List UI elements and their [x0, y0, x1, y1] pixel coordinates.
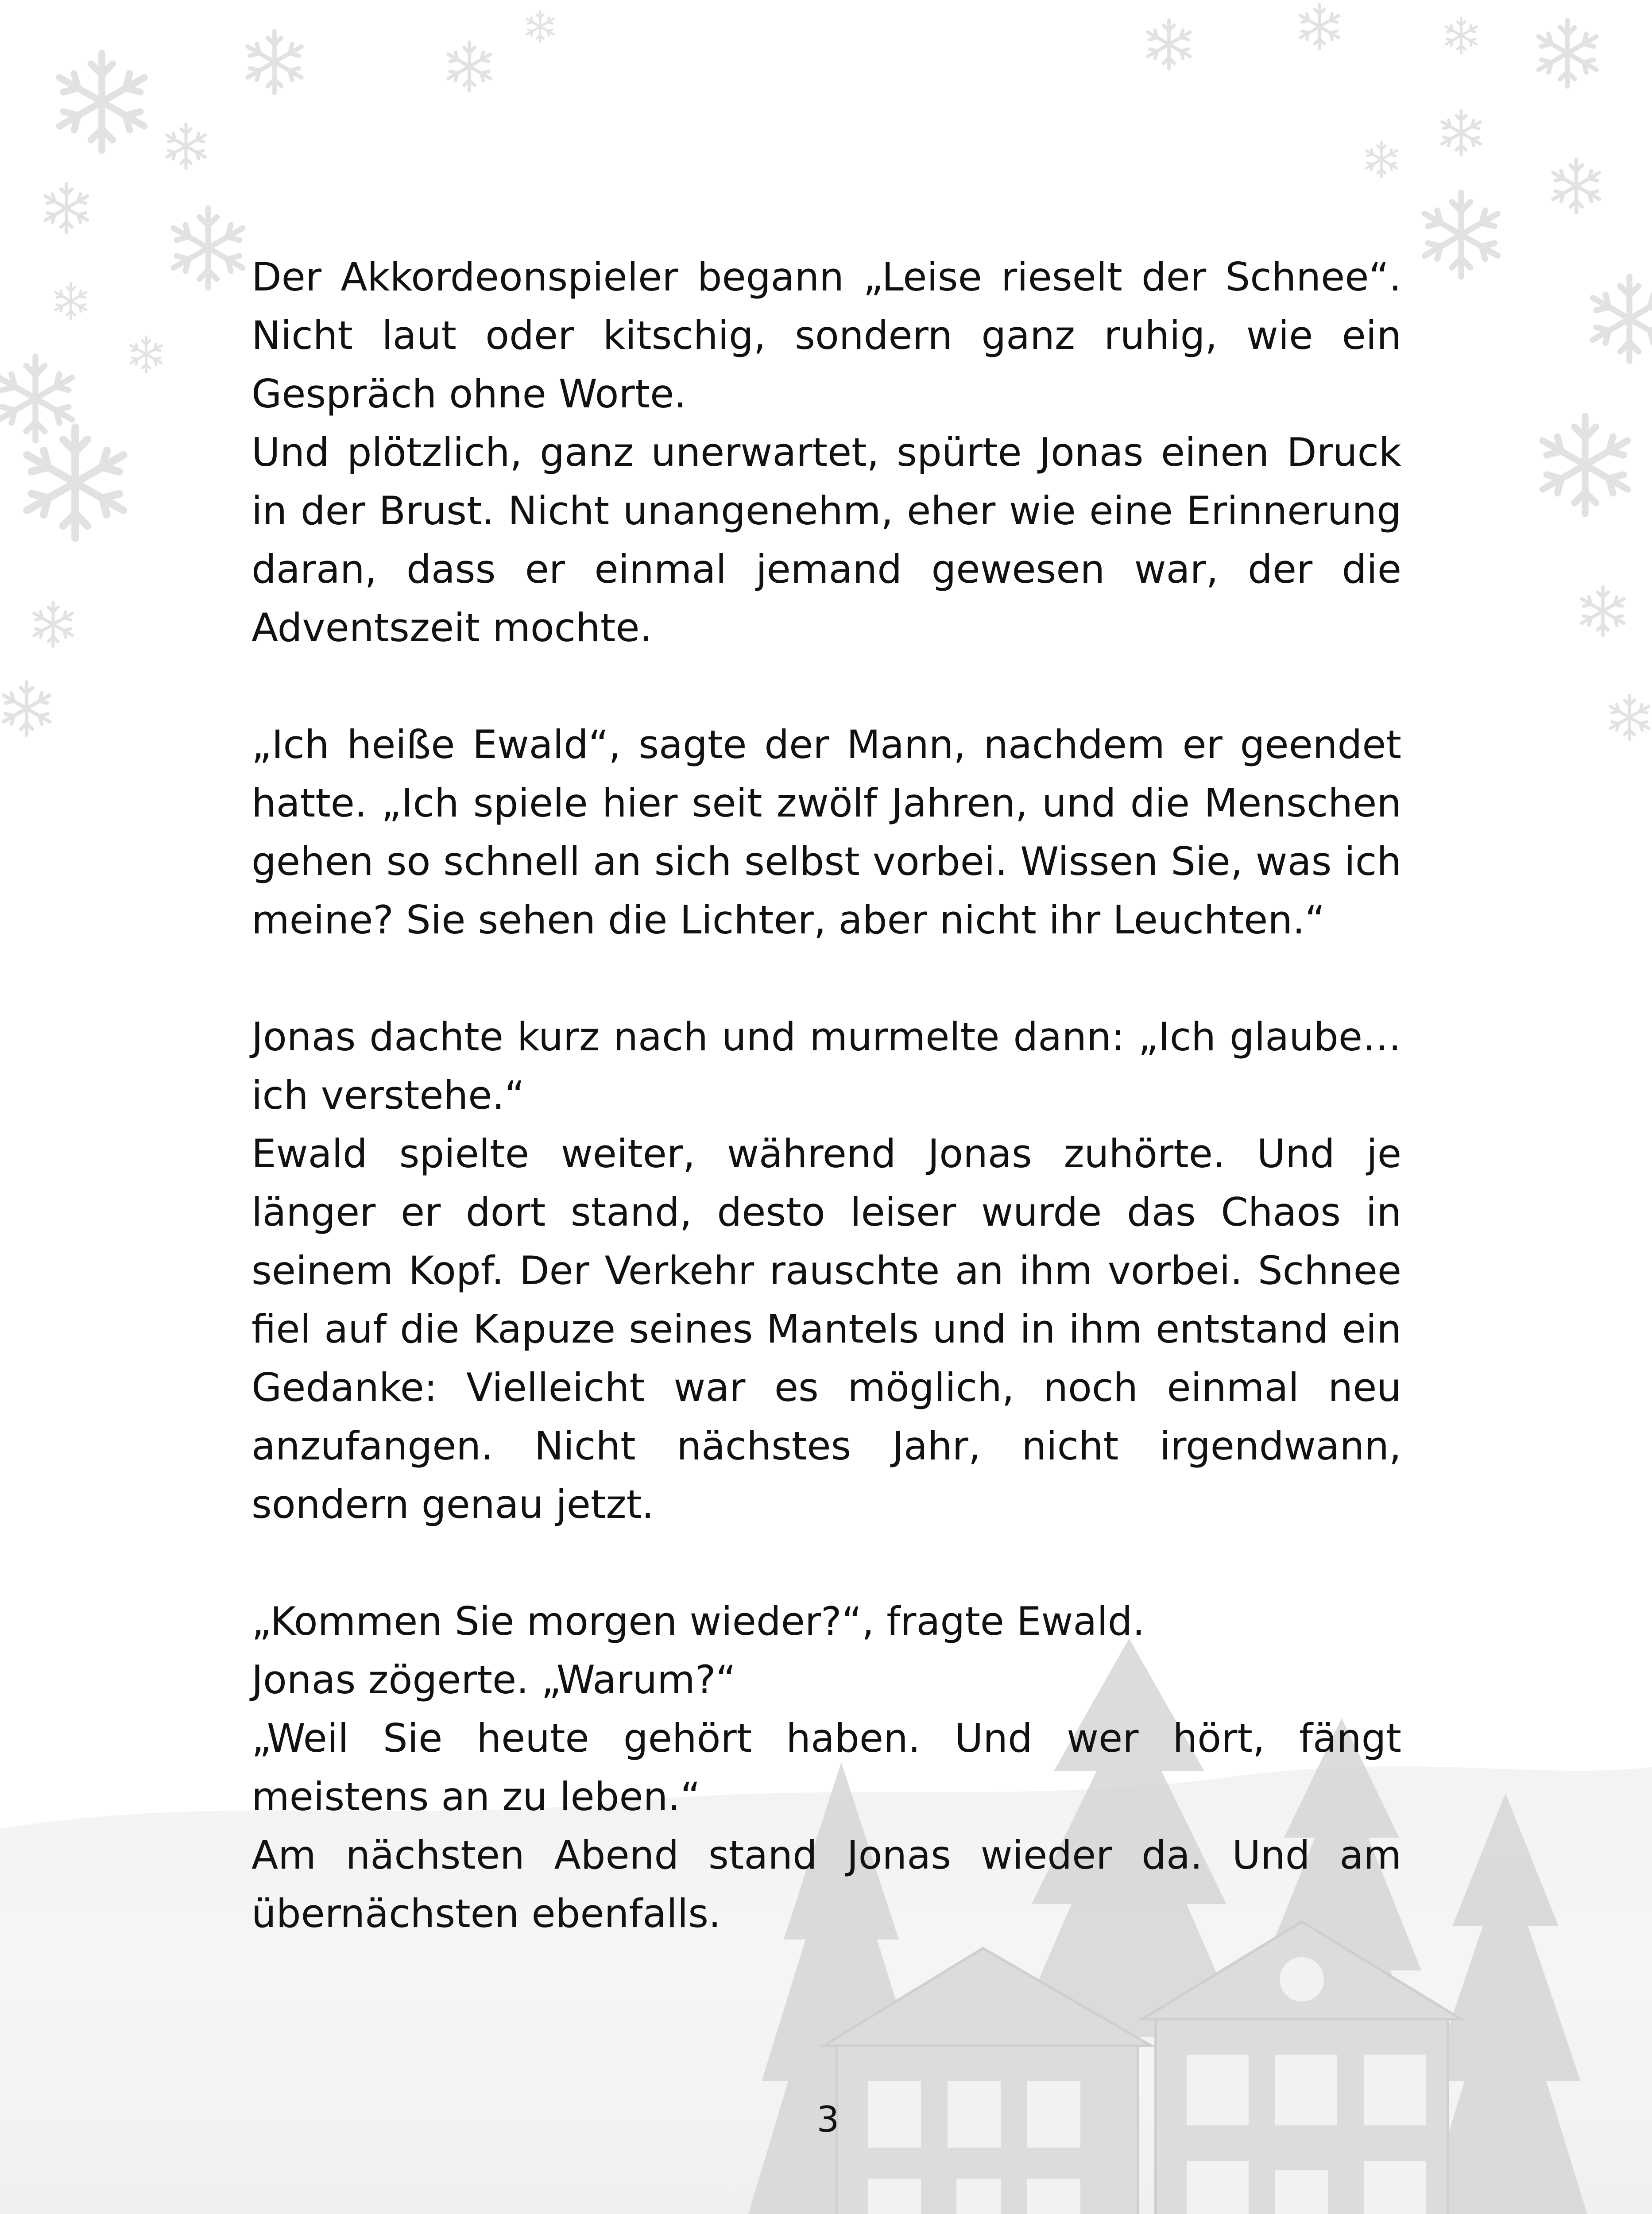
page-number: 3: [816, 2099, 840, 2140]
paragraph: Und plötzlich, ganz unerwartet, spürte Jonas einen Druck in der Brust. Nicht unangenehm, eher wie eine Erinnerung daran, dass er einmal jemand gewesen war, der die Adventszeit mochte.: [251, 430, 1401, 650]
paragraph: Ewald spielte weiter, während Jonas zuhörte. Und je länger er dort stand, desto leiser wurde das Chaos in seinem Kopf. Der Verkehr rauschte an ihm vorbei. Schnee fiel auf die Kapuze seines Mantels und in ihm entstand ein Gedanke: Vielleicht war es möglich, noch einmal neu anzufangen. Nicht nächstes Jahr, nicht irgendwann, sondern genau jetzt.: [251, 1131, 1401, 1527]
paragraph: Der Akkordeonspieler begann „Leise rieselt der Schnee“. Nicht laut oder kitschig, sondern ganz ruhig, wie ein Gespräch ohne Worte.: [251, 254, 1401, 417]
paragraph: „Ich heiße Ewald“, sagte der Mann, nachdem er geendet hatte. „Ich spiele hier seit zwölf Jahren, und die Menschen gehen so schnell an sich selbst vorbei. Wissen Sie, was ich meine? Sie sehen die Lichter, aber nicht ihr Leuchten.“: [251, 722, 1401, 943]
paragraph: „Weil Sie heute gehört haben. Und wer hört, fängt meistens an zu leben.“: [251, 1715, 1401, 1819]
paragraph: Am nächsten Abend stand Jonas wieder da. Und am übernächsten ebenfalls.: [251, 1832, 1401, 1936]
paragraph: Jonas dachte kurz nach und murmelte dann: „Ich glaube… ich verstehe.“: [251, 1014, 1401, 1118]
paragraph: Jonas zögerte. „Warum?“: [251, 1657, 736, 1703]
paragraph: „Kommen Sie morgen wieder?“, fragte Ewald.: [251, 1599, 1145, 1644]
story-text: [251, 248, 1401, 1943]
